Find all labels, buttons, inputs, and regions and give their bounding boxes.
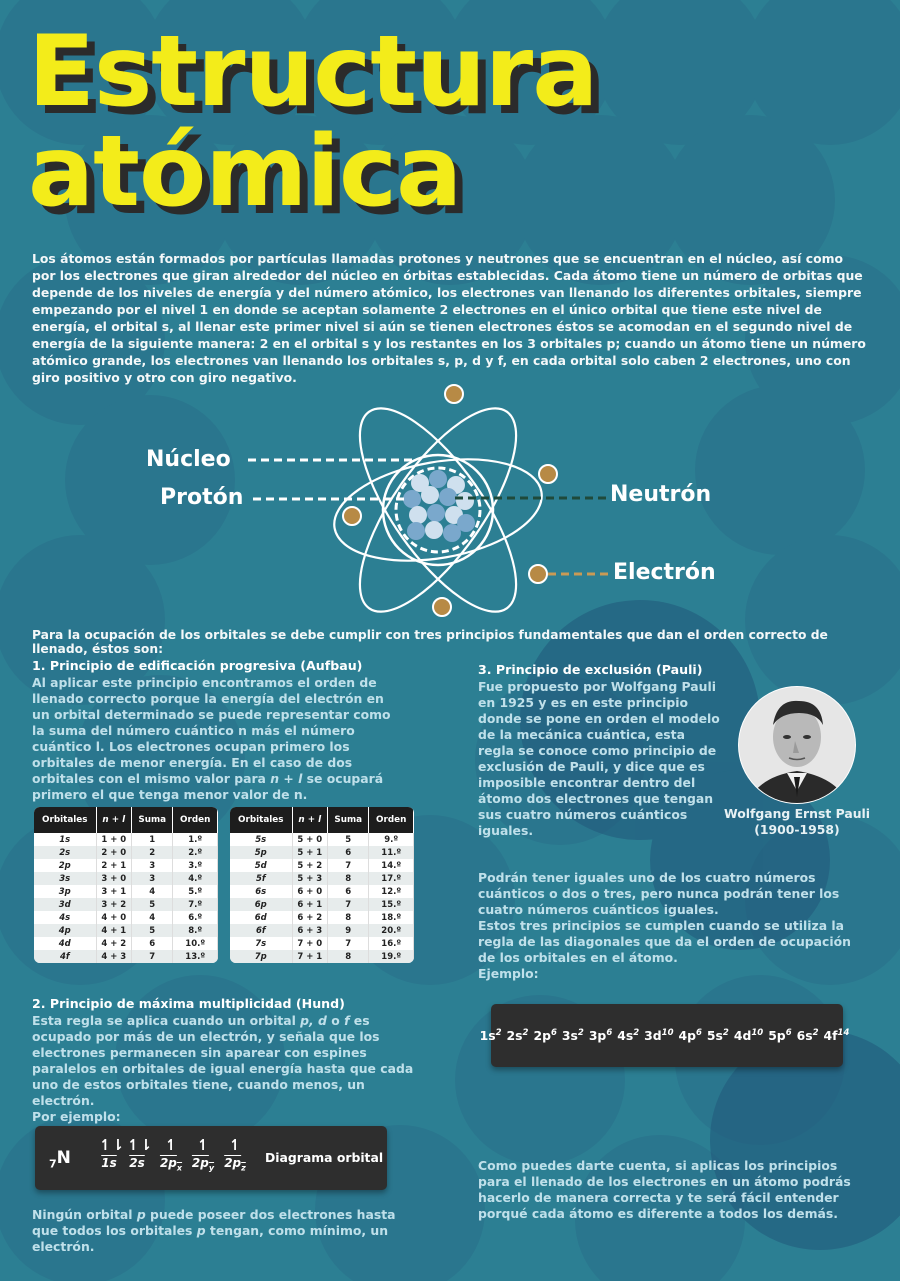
label-2py: $2p_y$ [191,1156,215,1173]
table-cell: 4 + 1 [96,924,132,937]
table-cell: 6f [230,924,292,937]
table-cell: 1s [34,833,96,846]
table-cell: 1 + 0 [96,833,132,846]
table-header: Suma [328,807,369,833]
config-term: $2s^2$ [506,1027,529,1044]
table-cell: 6 + 1 [292,898,328,911]
arrow-2s: ↿⇂ [127,1136,153,1154]
table-cell: 3.º [173,859,218,872]
table-row [230,898,414,911]
table-cell: 17.º [369,872,414,885]
table-cell: 9 [328,924,369,937]
pauli-section [478,662,723,839]
config-term: $3d^{10}$ [644,1027,674,1044]
table-cell: 19.º [369,950,414,963]
table-cell: 6 + 2 [292,911,328,924]
rules-p3: Ejemplo: [478,966,539,981]
config-term: $4s^2$ [617,1027,640,1044]
table-cell: 3s [34,872,96,885]
config-term: $2p^6$ [533,1027,557,1044]
aufbau-body: Al aplicar este principio encontramos el orden de llenado correcto porque la energía del electrón en un orbital determinado se puede representar como la suma del número cuántico n más el número cuántico l. Los electrones ocupan primero los orbitales de menor energía. En el caso de dos orbitales con el mismo valor para n + l se ocupará primero el que tenga menor valor de n. [32,675,391,802]
table-header: Suma [132,807,173,833]
nucleus-particles [403,470,475,542]
table-cell: 10.º [173,937,218,950]
table-cell: 3 + 1 [96,885,132,898]
table-cell: 8.º [173,924,218,937]
table-cell: 5 + 2 [292,859,328,872]
config-term: $3p^6$ [588,1027,613,1044]
hund-section [32,996,422,1125]
page-title [28,15,848,229]
rules-section [478,870,868,982]
portrait-caption [712,806,882,838]
table-row [230,885,414,898]
table-cell: 6s [230,885,292,898]
table-cell: 1.º [173,833,218,846]
config-term: $6s^2$ [796,1027,819,1044]
table-cell: 3 [132,872,173,885]
hund-example-label: Por ejemplo: [32,1109,121,1124]
table-row [34,911,218,924]
table-header: Orden [369,807,414,833]
label-nucleo: Núcleo [146,447,231,472]
table-cell: 6p [230,898,292,911]
config-term: $1s^2$ [479,1027,502,1044]
label-neutron: Neutrón [610,482,712,507]
hund-title: 2. Principio de máxima multiplicidad (Hund) [32,996,345,1011]
pauli-portrait [737,685,857,805]
table-cell: 4 + 3 [96,950,132,963]
table-cell: 7 [132,950,173,963]
table-cell: 6.º [173,911,218,924]
table-cell: 7s [230,937,292,950]
table-row [34,898,218,911]
table-cell: 5 + 1 [292,846,328,859]
table-cell: 7p [230,950,292,963]
table-row [34,833,218,846]
table-cell: 8 [328,872,369,885]
table-row [230,924,414,937]
table-cell: 5 [132,898,173,911]
table-cell: 14.º [369,859,414,872]
table-cell: 12.º [369,885,414,898]
orbital-diagram [35,1126,387,1190]
element-symbol: $_7$N [49,1148,71,1171]
table-cell: 13.º [173,950,218,963]
table-cell: 2 [132,846,173,859]
table-cell: 4 [132,885,173,898]
table-cell: 5 + 0 [292,833,328,846]
table-header: Orbitales [34,807,96,833]
table-cell: 4 + 0 [96,911,132,924]
label-electron: Electrón [613,560,716,585]
caption-years: (1900-1958) [754,822,840,837]
table-cell: 2.º [173,846,218,859]
config-term: $4p^6$ [678,1027,702,1044]
table-row [34,885,218,898]
diagram-caption: Diagrama orbital [265,1150,384,1165]
table-row [230,859,414,872]
table-cell: 3 + 2 [96,898,132,911]
rules-p1: Podrán tener iguales uno de los cuatro números cuánticos o dos o tres, pero nunca podrán tener los cuatro números cuánticos iguales. [478,870,840,917]
table-row [230,872,414,885]
principles-intro: Para la ocupación de los orbitales se debe cumplir con tres principios fundamentales que dan el orden correcto de llenado, éstos son: [32,628,828,656]
table-header: n + l [292,807,328,833]
table-cell: 8 [328,950,369,963]
table-cell: 20.º [369,924,414,937]
table-row [230,950,414,963]
table-cell: 7 [328,898,369,911]
table-cell: 6 [132,937,173,950]
label-2px: $2p_x$ [159,1156,183,1173]
table-cell: 5f [230,872,292,885]
table-cell: 6 [328,885,369,898]
hund-body: Esta regla se aplica cuando un orbital p, d o f es ocupado por más de un electrón, y señala que los electrones permanecen sin aparear con espines paralelos en orbitales de igual energía hasta que cada uno de estos orbitales tiene, cuando menos, un electrón. [32,1013,414,1108]
label-proton: Protón [160,485,244,510]
table-cell: 8 [328,911,369,924]
pauli-title: 3. Principio de exclusión (Pauli) [478,662,703,677]
table-cell: 2s [34,846,96,859]
table-cell: 2 + 0 [96,846,132,859]
table-cell: 7 + 1 [292,950,328,963]
table-row [34,872,218,885]
table-row [34,937,218,950]
table-header: n + l [96,807,132,833]
table-cell: 4f [34,950,96,963]
table-cell: 5d [230,859,292,872]
hund-note: Ningún orbital p puede poseer dos electrones hasta que todos los orbitales p tengan, como mínimo, un electrón. [32,1207,396,1254]
table-cell: 4.º [173,872,218,885]
table-cell: 6d [230,911,292,924]
table-cell: 2 + 1 [96,859,132,872]
table-cell: 6 + 0 [292,885,328,898]
table-cell: 6 [328,846,369,859]
table-row [230,911,414,924]
table-cell: 6 + 3 [292,924,328,937]
label-2pz: $2p_z$ [224,1156,246,1173]
table-cell: 4s [34,911,96,924]
config-term: $5p^6$ [768,1027,792,1044]
table-cell: 16.º [369,937,414,950]
config-line [480,1028,855,1043]
table-cell: 4 [132,911,173,924]
table-row [230,833,414,846]
table-cell: 4d [34,937,96,950]
config-term: $5s^2$ [706,1027,729,1044]
title-line-2: atómica [28,115,462,229]
table-cell: 4 + 2 [96,937,132,950]
arrow-2px: ↿ [164,1136,178,1154]
rules-p2: Estos tres principios se cumplen cuando se utiliza la regla de las diagonales que da el orden de ocupación de los orbitales en el átomo. [478,918,851,965]
table-cell: 3 [132,859,173,872]
label-1s: 1s [101,1156,117,1170]
table-cell: 3 + 0 [96,872,132,885]
aufbau-section [32,658,402,803]
atom-diagram [120,375,740,635]
table-cell: 5 + 3 [292,872,328,885]
arrow-2py: ↿ [196,1136,210,1154]
table-cell: 11.º [369,846,414,859]
table-row [230,846,414,859]
caption-name: Wolfgang Ernst Pauli [723,806,871,821]
table-cell: 5s [230,833,292,846]
arrow-2pz: ↿ [228,1136,242,1154]
table-cell: 2p [34,859,96,872]
config-term: $4f^{14}$ [823,1027,850,1044]
title-line-1: Estructura [28,15,598,129]
table-cell: 4p [34,924,96,937]
table-cell: 3p [34,885,96,898]
table-row [34,950,218,963]
table-row [34,924,218,937]
table-cell: 1 [132,833,173,846]
table-cell: 5p [230,846,292,859]
table-cell: 5.º [173,885,218,898]
config-term: $3s^2$ [561,1027,584,1044]
table-cell: 18.º [369,911,414,924]
table-cell: 5 [328,833,369,846]
table-row [34,846,218,859]
table-row [34,859,218,872]
config-term: $4d^{10}$ [733,1027,764,1044]
table-cell: 5 [132,924,173,937]
orbital-table-left [34,807,218,963]
aufbau-title: 1. Principio de edificación progresiva (Aufbau) [32,658,363,673]
table-cell: 9.º [369,833,414,846]
pauli-body: Fue propuesto por Wolfgang Pauli en 1925 y es en este principio donde se pone en orden el modelo de la mecánica cuántica, esta regla se conoce como principio de exclusión de Pauli, y dice que es imposible encontrar dentro del átomo dos electrones que tengan sus cuatro números cuánticos iguales. [478,679,720,838]
label-2s: 2s [129,1156,145,1170]
table-cell: 7.º [173,898,218,911]
table-cell: 3d [34,898,96,911]
table-header: Orbitales [230,807,292,833]
table-cell: 15.º [369,898,414,911]
table-row [230,937,414,950]
table-cell: 7 [328,859,369,872]
electron-configuration [479,1004,850,1067]
orbital-table-right [230,807,414,963]
table-header: Orden [173,807,218,833]
table-cell: 7 + 0 [292,937,328,950]
intro-paragraph: Los átomos están formados por partículas llamadas protones y neutrones que se encuentran en el núcleo, así como por los electrones que giran alrededor del núcleo en órbitas establecidas. Cada átomo tiene un número de orbitas que depende de los niveles de energía y del número atómico, los electrones van llenando los diferentes orbitales, siempre empezando por el nivel 1 en donde se aceptan solamente 2 electrones en el único orbital que tiene este nivel de energía, el orbital s, al llenar este primer nivel si aún se tienen electrones éstos se acomodan en el segundo nivel de energía de la siguiente manera: 2 en el orbital s y los restantes en los 3 orbitales p; cuando un átomo tiene un número atómico grande, los electrones van llenando los orbitales s, p, d y f, en cada orbital solo caben 2 electrones, uno con giro positivo y otro con giro negativo. [32,251,866,385]
arrow-1s: ↿⇂ [99,1136,125,1154]
table-cell: 7 [328,937,369,950]
conclusion: Como puedes darte cuenta, si aplicas los principios para el llenado de los electrones en un átomo podrás hacerlo de manera correcta y te será fácil entender porqué cada átomo es diferente a todos los demás. [478,1158,851,1221]
